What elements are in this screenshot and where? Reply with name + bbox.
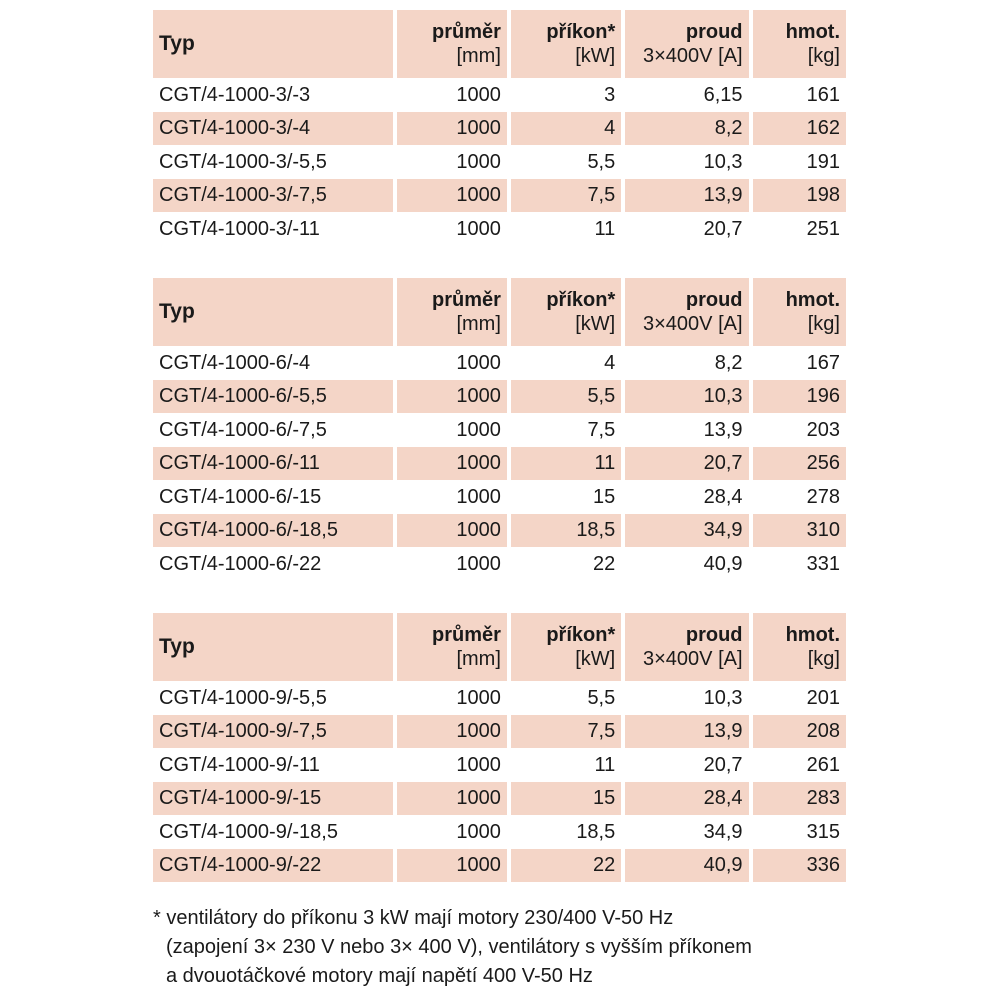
footnote-line: (zapojení 3× 230 V nebo 3× 400 V), ventilátory s vyšším příkonem	[166, 936, 752, 958]
cell-type: CGT/4-1000-9/-5,5	[159, 686, 327, 709]
cell-diameter: 1000	[456, 686, 501, 709]
header-proud: proud 3×400V [A]	[625, 10, 748, 78]
cell-diameter: 1000	[397, 782, 507, 816]
cell-current: 40,9	[625, 849, 748, 883]
table-row	[153, 514, 846, 548]
cell-diameter: 1000	[456, 485, 501, 508]
cell-weight: 167	[806, 351, 840, 374]
fan-table-3	[153, 10, 846, 246]
cell-type: CGT/4-1000-3/-3	[159, 83, 311, 106]
cell-power: 5,5	[511, 380, 621, 414]
cell-type: CGT/4-1000-9/-18,5	[159, 820, 338, 843]
cell-diameter: 1000	[456, 217, 501, 240]
cell-power: 7,5	[587, 418, 616, 441]
cell-weight: 331	[806, 552, 840, 575]
cell-weight: 283	[753, 782, 846, 816]
cell-type: CGT/4-1000-9/-22	[153, 849, 393, 883]
cell-power: 18,5	[576, 820, 616, 843]
table-header	[153, 613, 846, 681]
cell-weight: 261	[806, 753, 840, 776]
footnote-line: * ventilátory do příkonu 3 kW mají motory 230/400 V-50 Hz	[153, 907, 674, 929]
cell-current: 8,2	[625, 112, 748, 146]
cell-power: 11	[594, 753, 616, 776]
cell-current: 13,9	[625, 715, 748, 749]
table-row	[153, 346, 846, 380]
cell-weight: 196	[753, 380, 846, 414]
table-row	[153, 681, 846, 715]
header-prumer: průměr [mm]	[397, 10, 507, 78]
cell-diameter: 1000	[397, 849, 507, 883]
table-row	[153, 78, 846, 112]
cell-diameter: 1000	[456, 753, 501, 776]
cell-type: CGT/4-1000-6/-5,5	[153, 380, 393, 414]
table-row	[153, 145, 846, 179]
cell-type: CGT/4-1000-9/-7,5	[153, 715, 393, 749]
cell-weight: 336	[753, 849, 846, 883]
cell-type: CGT/4-1000-6/-15	[159, 485, 322, 508]
cell-type: CGT/4-1000-6/-18,5	[153, 514, 393, 548]
header-typ: Typ	[153, 613, 393, 681]
cell-weight: 191	[806, 150, 840, 173]
cell-power: 5,5	[587, 686, 616, 709]
table-row	[153, 849, 846, 883]
table-row	[153, 380, 846, 414]
cell-power: 4	[511, 112, 621, 146]
table-row	[153, 815, 846, 849]
cell-power: 3	[604, 83, 616, 106]
cell-current: 10,3	[703, 150, 743, 173]
cell-diameter: 1000	[397, 447, 507, 481]
cell-power: 11	[511, 447, 621, 481]
cell-type: CGT/4-1000-3/-4	[153, 112, 393, 146]
header-prumer: průměr [mm]	[397, 278, 507, 346]
cell-type: CGT/4-1000-6/-11	[153, 447, 393, 481]
table-row	[153, 179, 846, 213]
header-prumer: průměr [mm]	[397, 613, 507, 681]
table-header	[153, 10, 846, 78]
cell-power: 7,5	[511, 715, 621, 749]
footnote	[153, 904, 913, 991]
cell-power: 4	[604, 351, 616, 374]
cell-weight: 251	[806, 217, 840, 240]
cell-current: 13,9	[703, 418, 743, 441]
cell-type: CGT/4-1000-3/-11	[159, 217, 320, 240]
header-prikon: příkon* [kW]	[511, 10, 621, 78]
header-proud: proud 3×400V [A]	[625, 613, 748, 681]
cell-weight: 161	[806, 83, 840, 106]
header-prikon: příkon* [kW]	[511, 278, 621, 346]
cell-weight: 203	[806, 418, 840, 441]
cell-current: 20,7	[703, 753, 743, 776]
cell-power: 22	[593, 552, 616, 575]
cell-power: 11	[594, 217, 616, 240]
cell-diameter: 1000	[456, 83, 501, 106]
cell-current: 34,9	[703, 820, 743, 843]
table-header	[153, 278, 846, 346]
table-row	[153, 212, 846, 246]
cell-power: 7,5	[511, 179, 621, 213]
cell-current: 10,3	[703, 686, 743, 709]
cell-weight: 208	[753, 715, 846, 749]
header-proud: proud 3×400V [A]	[625, 278, 748, 346]
cell-current: 40,9	[703, 552, 743, 575]
cell-type: CGT/4-1000-9/-11	[159, 753, 320, 776]
cell-type: CGT/4-1000-6/-22	[159, 552, 322, 575]
cell-weight: 162	[753, 112, 846, 146]
cell-current: 6,15	[703, 83, 743, 106]
cell-current: 34,9	[625, 514, 748, 548]
table-row	[153, 547, 846, 581]
cell-diameter: 1000	[397, 179, 507, 213]
cell-diameter: 1000	[397, 715, 507, 749]
table-row	[153, 447, 846, 481]
cell-weight: 310	[753, 514, 846, 548]
cell-type: CGT/4-1000-9/-15	[153, 782, 393, 816]
header-hmot: hmot. [kg]	[753, 278, 846, 346]
header-hmot: hmot. [kg]	[753, 10, 846, 78]
cell-diameter: 1000	[456, 150, 501, 173]
fan-table-9	[153, 613, 846, 882]
table-row	[153, 782, 846, 816]
table-row	[153, 413, 846, 447]
cell-weight: 198	[753, 179, 846, 213]
cell-diameter: 1000	[397, 112, 507, 146]
cell-type: CGT/4-1000-6/-7,5	[159, 418, 327, 441]
cell-power: 5,5	[587, 150, 616, 173]
cell-current: 13,9	[625, 179, 748, 213]
cell-current: 28,4	[625, 782, 748, 816]
header-hmot: hmot. [kg]	[753, 613, 846, 681]
header-typ: Typ	[153, 278, 393, 346]
cell-weight: 256	[753, 447, 846, 481]
cell-weight: 315	[806, 820, 840, 843]
cell-power: 15	[511, 782, 621, 816]
cell-diameter: 1000	[456, 418, 501, 441]
cell-type: CGT/4-1000-3/-7,5	[153, 179, 393, 213]
cell-power: 15	[593, 485, 616, 508]
header-typ: Typ	[153, 10, 393, 78]
table-row	[153, 480, 846, 514]
table-row	[153, 748, 846, 782]
cell-diameter: 1000	[456, 351, 501, 374]
footnote-line: a dvouotáčkové motory mají napětí 400 V-50 Hz	[166, 965, 593, 987]
cell-current: 20,7	[703, 217, 743, 240]
table-row	[153, 112, 846, 146]
header-prikon: příkon* [kW]	[511, 613, 621, 681]
cell-current: 20,7	[625, 447, 748, 481]
fan-table-6	[153, 278, 846, 581]
cell-power: 22	[511, 849, 621, 883]
cell-current: 10,3	[625, 380, 748, 414]
cell-current: 28,4	[703, 485, 743, 508]
cell-diameter: 1000	[397, 380, 507, 414]
cell-type: CGT/4-1000-6/-4	[159, 351, 311, 374]
cell-weight: 278	[806, 485, 840, 508]
cell-weight: 201	[806, 686, 840, 709]
cell-type: CGT/4-1000-3/-5,5	[159, 150, 327, 173]
cell-diameter: 1000	[397, 514, 507, 548]
cell-diameter: 1000	[456, 552, 501, 575]
cell-current: 8,2	[714, 351, 743, 374]
table-row	[153, 715, 846, 749]
cell-power: 18,5	[511, 514, 621, 548]
cell-diameter: 1000	[456, 820, 501, 843]
